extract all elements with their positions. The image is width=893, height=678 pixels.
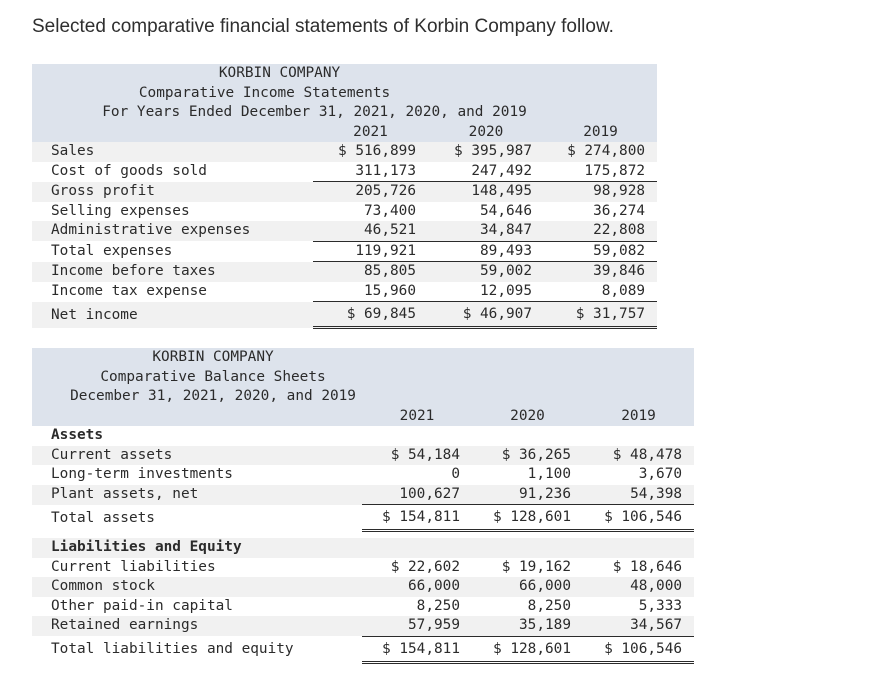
row-label: Total expenses [32, 241, 313, 262]
table-row [32, 142, 657, 162]
cell-2020: 35,189 [472, 616, 583, 636]
cell-2021: $ 22,602 [362, 558, 472, 578]
table-row [32, 446, 694, 466]
cell-2021: $ 54,184 [362, 446, 472, 466]
row-label: Sales [32, 142, 313, 162]
cell-2021: $ 154,811 [362, 505, 472, 531]
cell-2020: 54,646 [428, 202, 544, 222]
balance-year-2021: 2021 [362, 407, 472, 427]
cell-2019: 3,670 [583, 465, 694, 485]
row-label: Other paid-in capital [32, 597, 362, 617]
cell-2020: 34,847 [428, 221, 544, 241]
cell-2021: 46,521 [313, 221, 428, 241]
row-label: Total liabilities and equity [32, 636, 362, 662]
cell-2019: 98,928 [544, 182, 657, 202]
table-row [32, 465, 694, 485]
cell-2019: $ 106,546 [583, 505, 694, 531]
table-row [32, 485, 694, 505]
cell-2021: 15,960 [313, 282, 428, 302]
table-row [32, 282, 657, 302]
assets-heading: Assets [32, 426, 362, 446]
cell-2021: 205,726 [313, 182, 428, 202]
cell-2020: 247,492 [428, 162, 544, 182]
balance-year-2019: 2019 [583, 407, 694, 427]
cell-2020: $ 395,987 [428, 142, 544, 162]
cell-2021: 100,627 [362, 485, 472, 505]
table-row [32, 162, 657, 182]
cell-2019: 36,274 [544, 202, 657, 222]
cell-2019: $ 106,546 [583, 636, 694, 662]
cell-2020: 91,236 [472, 485, 583, 505]
cell-2020: $ 128,601 [472, 636, 583, 662]
table-row [32, 182, 657, 202]
cell-2021: $ 154,811 [362, 636, 472, 662]
row-label: Current assets [32, 446, 362, 466]
income-year-2019: 2019 [544, 123, 657, 143]
cell-2021: 119,921 [313, 241, 428, 262]
income-statement-table [32, 64, 657, 329]
cell-2020: $ 19,162 [472, 558, 583, 578]
intro-text: Selected comparative financial statements of Korbin Company follow. [32, 16, 614, 37]
row-label: Total assets [32, 505, 362, 531]
cell-2020: $ 46,907 [428, 302, 544, 328]
row-label: Income tax expense [32, 282, 313, 302]
row-label: Gross profit [32, 182, 313, 202]
cell-2019: $ 274,800 [544, 142, 657, 162]
cell-2019: 34,567 [583, 616, 694, 636]
table-row [32, 202, 657, 222]
cell-2021: 311,173 [313, 162, 428, 182]
cell-2019: 5,333 [583, 597, 694, 617]
row-label: Net income [32, 302, 313, 328]
cell-2019: $ 18,646 [583, 558, 694, 578]
table-row [32, 241, 657, 262]
cell-2021: $ 516,899 [313, 142, 428, 162]
cell-2019: 39,846 [544, 262, 657, 282]
balance-title: Comparative Balance Sheets [32, 368, 694, 388]
table-row [32, 597, 694, 617]
cell-2019: 48,000 [583, 577, 694, 597]
cell-2021: 57,959 [362, 616, 472, 636]
cell-2019: $ 31,757 [544, 302, 657, 328]
cell-2019: $ 48,478 [583, 446, 694, 466]
cell-2020: 148,495 [428, 182, 544, 202]
income-year-2021: 2021 [313, 123, 428, 143]
cell-2020: $ 36,265 [472, 446, 583, 466]
table-row [32, 221, 657, 241]
cell-2019: 54,398 [583, 485, 694, 505]
cell-2020: 66,000 [472, 577, 583, 597]
cell-2021: $ 69,845 [313, 302, 428, 328]
cell-2019: 8,089 [544, 282, 657, 302]
income-title: Comparative Income Statements [32, 84, 657, 104]
cell-2021: 0 [362, 465, 472, 485]
income-company-name: KORBIN COMPANY [32, 64, 657, 84]
balance-sheet-table [32, 348, 694, 664]
row-label: Plant assets, net [32, 485, 362, 505]
cell-2019: 59,082 [544, 241, 657, 262]
cell-2020: $ 128,601 [472, 505, 583, 531]
cell-2020: 59,002 [428, 262, 544, 282]
cell-2021: 73,400 [313, 202, 428, 222]
income-year-2020: 2020 [428, 123, 544, 143]
cell-2020: 89,493 [428, 241, 544, 262]
table-row [32, 636, 694, 662]
cell-2021: 66,000 [362, 577, 472, 597]
row-label: Selling expenses [32, 202, 313, 222]
table-row [32, 616, 694, 636]
row-label: Long-term investments [32, 465, 362, 485]
row-label: Income before taxes [32, 262, 313, 282]
income-period: For Years Ended December 31, 2021, 2020, and 2019 [32, 103, 657, 123]
row-label: Cost of goods sold [32, 162, 313, 182]
balance-year-2020: 2020 [472, 407, 583, 427]
table-row [32, 262, 657, 282]
cell-2021: 8,250 [362, 597, 472, 617]
table-row [32, 505, 694, 531]
balance-period: December 31, 2021, 2020, and 2019 [32, 387, 694, 407]
cell-2019: 175,872 [544, 162, 657, 182]
cell-2020: 12,095 [428, 282, 544, 302]
cell-2021: 85,805 [313, 262, 428, 282]
cell-2020: 8,250 [472, 597, 583, 617]
table-row [32, 577, 694, 597]
table-row [32, 302, 657, 328]
row-label: Administrative expenses [32, 221, 313, 241]
row-label: Common stock [32, 577, 362, 597]
row-label: Current liabilities [32, 558, 362, 578]
cell-2019: 22,808 [544, 221, 657, 241]
row-label: Retained earnings [32, 616, 362, 636]
table-row [32, 558, 694, 578]
liabilities-heading: Liabilities and Equity [32, 538, 362, 558]
balance-company-name: KORBIN COMPANY [32, 348, 694, 368]
cell-2020: 1,100 [472, 465, 583, 485]
